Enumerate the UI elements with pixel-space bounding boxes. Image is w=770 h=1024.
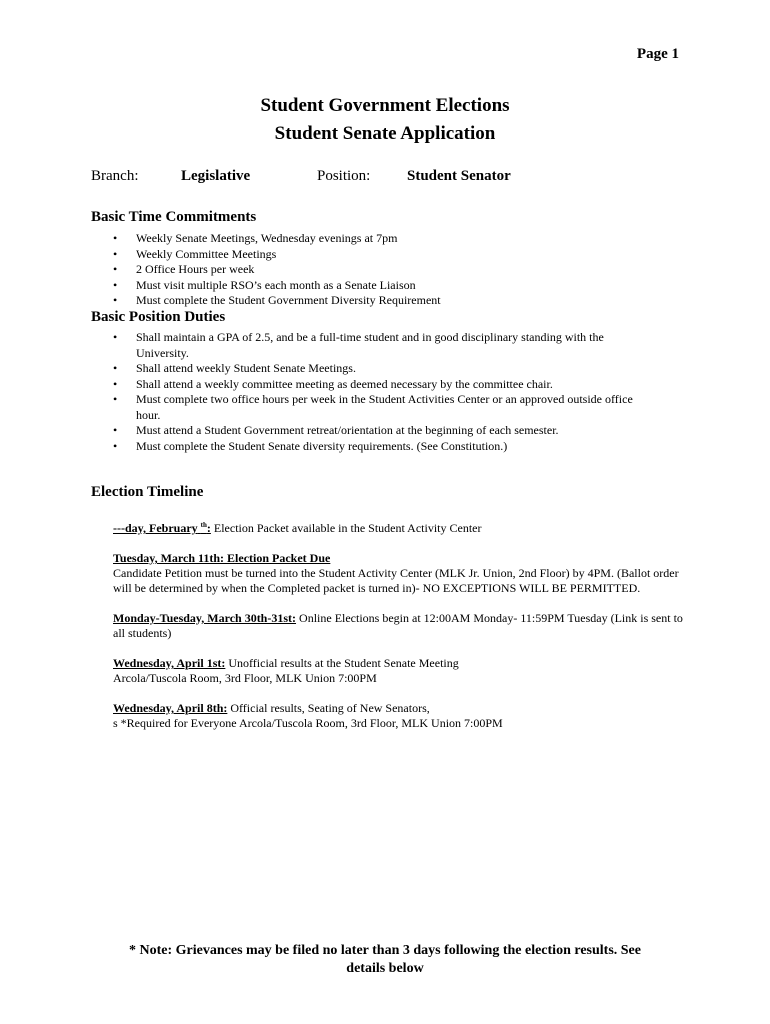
position-label: Position: xyxy=(317,168,371,184)
timeline-item xyxy=(113,611,693,641)
document-title: Student Government Elections xyxy=(260,95,510,116)
timeline-text: Unofficial results at the Student Senate Meeting xyxy=(225,656,459,670)
list-item: • Weekly Senate Meetings, Wednesday evenings at 7pm xyxy=(91,231,651,247)
list-item: • Must attend a Student Government retreat/orientation at the beginning of each semester. xyxy=(91,423,651,439)
timeline-location: Arcola/Tuscola Room, 3rd Floor, MLK Union 7:00PM xyxy=(113,671,377,685)
time-commitments-heading: Basic Time Commitments xyxy=(91,209,257,225)
document-subtitle: Student Senate Application xyxy=(274,123,496,144)
timeline-item xyxy=(113,551,693,596)
timeline-location: s *Required for Everyone Arcola/Tuscola Room, 3rd Floor, MLK Union 7:00PM xyxy=(113,716,503,730)
timeline-text: Online Elections begin at 12:00AM Monday- 11:59PM Tuesday (Link is sent to all students) xyxy=(113,611,683,640)
timeline-text: Election Packet available in the Student Activity Center xyxy=(210,521,482,535)
time-commitments-list xyxy=(91,231,651,309)
note-line: * Note: Grievances may be filed no later than 3 days following the election results. See xyxy=(129,943,641,958)
position-duties-heading: Basic Position Duties xyxy=(91,309,226,325)
timeline-date: Monday-Tuesday, March 30th-31st: xyxy=(113,611,297,625)
list-item: • Weekly Committee Meetings xyxy=(91,247,651,263)
position-duties-list xyxy=(91,330,651,454)
list-item: • Shall attend a weekly committee meeting as deemed necessary by the committee chair. xyxy=(91,377,651,393)
list-item: • Must complete the Student Senate diversity requirements. (See Constitution.) xyxy=(91,439,651,455)
list-item: • Must visit multiple RSO’s each month as a Senate Liaison xyxy=(91,278,651,294)
list-item: • 2 Office Hours per week xyxy=(91,262,651,278)
list-item: • Must complete two office hours per week in the Student Activities Center or an approved outside office hour. xyxy=(91,392,651,423)
election-timeline-heading: Election Timeline xyxy=(91,484,204,500)
timeline-item xyxy=(113,656,693,686)
timeline-item xyxy=(113,518,693,536)
position-value: Student Senator xyxy=(407,168,511,184)
page-number: Page 1 xyxy=(636,46,679,62)
list-item: • Must complete the Student Government Diversity Requirement xyxy=(91,293,651,309)
grievance-note xyxy=(0,942,770,978)
branch-label: Branch: xyxy=(91,168,139,184)
list-item: • Shall attend weekly Student Senate Meetings. xyxy=(91,361,651,377)
list-item: • Shall maintain a GPA of 2.5, and be a full-time student and in good disciplinary standing with the University. xyxy=(91,330,651,361)
timeline-date: Wednesday, April 8th: xyxy=(113,701,228,715)
timeline-date: Tuesday, March 11th: Election Packet Due xyxy=(113,551,331,565)
branch-value: Legislative xyxy=(181,168,251,184)
timeline-text: Candidate Petition must be turned into the Student Activity Center (MLK Jr. Union, 2nd Floor) by 4PM. (Ballot order will be determined by when the Completed packet is turned in)- NO EXCEPTIONS WILL BE PERMITTED. xyxy=(113,566,679,595)
timeline-date: Wednesday, April 1st: xyxy=(113,656,226,670)
timeline-item xyxy=(113,701,693,731)
election-timeline xyxy=(113,518,693,746)
timeline-date: ---day, February $^{th}$: xyxy=(113,521,211,535)
timeline-text: Official results, Seating of New Senators, xyxy=(227,701,430,715)
note-line: details below xyxy=(346,961,424,976)
